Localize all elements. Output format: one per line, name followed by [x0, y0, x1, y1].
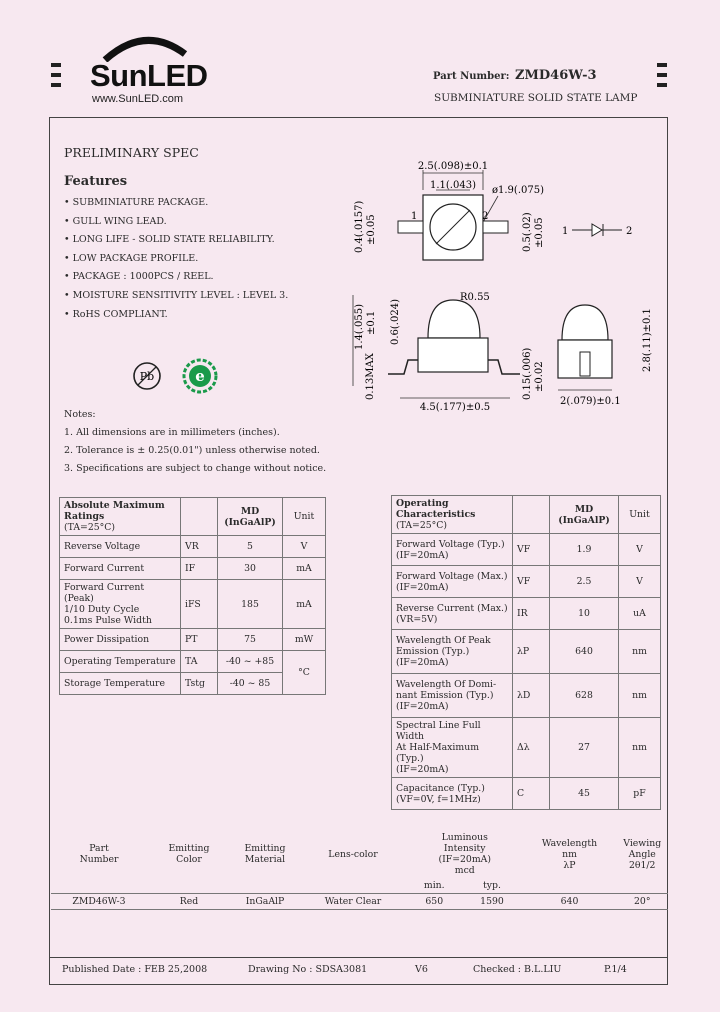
cell: mW — [283, 629, 326, 651]
dim-side-w: 2(.079)±0.1 — [560, 396, 621, 407]
table-row — [392, 674, 661, 718]
cell: V — [283, 536, 326, 558]
footer-drawing: Drawing No : SDSA3081 — [248, 964, 368, 975]
dim-left: 0.4(.0157) — [354, 200, 365, 253]
cell: Forward Voltage (Typ.) (IF=20mA) — [392, 534, 513, 566]
header-angle: Viewing Angle 2θ1/2 — [623, 837, 662, 871]
cell: -40 ~ 85 — [218, 673, 283, 695]
table-row — [60, 536, 326, 558]
dim-left-tol: ±0.05 — [366, 214, 377, 245]
cell: -40 ~ +85 — [218, 651, 283, 673]
pin1-label: 1 — [411, 211, 418, 222]
cell: λP — [513, 630, 550, 674]
cell: VF — [513, 566, 550, 598]
cell: nm — [619, 718, 661, 778]
cell: 2.5 — [550, 566, 619, 598]
cell: Red — [179, 896, 199, 907]
dim-inner: 1.1(.043) — [430, 180, 476, 191]
table-row — [392, 778, 661, 810]
abs-max-title: Absolute Maximum Ratings — [64, 500, 165, 522]
table-row — [60, 629, 326, 651]
cell: InGaAlP — [245, 896, 285, 907]
abs-max-md-sub: (InGaAlP) — [224, 516, 276, 528]
cell: Forward Current (Peak) 1/10 Duty Cycle 0.1ms Pulse Width — [60, 580, 181, 629]
cell: nm — [619, 630, 661, 674]
pb-free-icon — [132, 361, 162, 391]
cell: 20° — [634, 896, 651, 907]
footer-checked: Checked : B.L.LIU — [473, 964, 562, 975]
cell: λD — [513, 674, 550, 718]
cell: °C — [283, 651, 326, 695]
cell: nm — [619, 674, 661, 718]
cell: Forward Voltage (Max.) (IF=20mA) — [392, 566, 513, 598]
dim-top: 2.5(.098)±0.1 — [417, 161, 489, 172]
op-char-unit-header: Unit — [619, 496, 661, 534]
cell: 75 — [218, 629, 283, 651]
cell: uA — [619, 598, 661, 630]
table-row — [392, 630, 661, 674]
cell: 640 — [560, 896, 579, 907]
cell: Wavelength Of Domi- nant Emission (Typ.) (IF=20mA) — [392, 674, 513, 718]
cell: Tstg — [181, 673, 218, 695]
cell: 27 — [550, 718, 619, 778]
pin2-label: 2 — [482, 211, 489, 222]
cell: ZMD46W-3 — [72, 896, 126, 907]
cell: 640 — [550, 630, 619, 674]
header-part: Part Number — [79, 843, 119, 865]
note-item: 3. Specifications are subject to change without notice. — [64, 463, 327, 474]
brand-logo: SunLED — [90, 58, 208, 93]
right-bars — [657, 63, 667, 93]
header-material: Emitting Material — [244, 843, 286, 865]
package-drawing — [340, 150, 665, 420]
table-row — [60, 651, 326, 673]
footer-published: Published Date : FEB 25,2008 — [62, 964, 208, 975]
table-row — [51, 894, 668, 910]
header-lens: Lens-color — [328, 848, 378, 860]
cell: Δλ — [513, 718, 550, 778]
abs-max-md: MD — [240, 505, 260, 517]
diode-pin2: 2 — [626, 226, 633, 237]
op-char-cond: (TA=25°C) — [396, 520, 448, 531]
left-bars — [51, 63, 61, 93]
spec-title: PRELIMINARY SPEC — [64, 145, 199, 160]
dim-lead: 0.15(.006) — [522, 347, 533, 400]
e-label: e — [195, 367, 205, 385]
table-row — [392, 718, 661, 778]
dim-right: 0.5(.02) — [522, 212, 533, 252]
cell: Operating Temperature — [60, 651, 181, 673]
list-item: • RoHS COMPLIANT. — [64, 306, 288, 325]
cell: 1590 — [480, 896, 504, 907]
cell: Spectral Line Full Width At Half-Maximum (Typ.) (IF=20mA) — [392, 718, 513, 778]
cell: 1.9 — [550, 534, 619, 566]
cell: Capacitance (Typ.) (VF=0V, f=1MHz) — [392, 778, 513, 810]
table-row — [60, 580, 326, 629]
header-color: Emitting Color — [168, 843, 210, 865]
cell: C — [513, 778, 550, 810]
dim-height: 1.4(.055) — [354, 304, 365, 350]
header-min: min. — [423, 880, 445, 891]
footer-divider — [49, 957, 668, 958]
cell: 30 — [218, 558, 283, 580]
header-intensity: Luminous Intensity (IF=20mA) mcd — [438, 832, 491, 876]
cell: 628 — [550, 674, 619, 718]
cell: Forward Current — [60, 558, 181, 580]
dim-right-tol: ±0.05 — [534, 217, 545, 248]
table-row — [392, 566, 661, 598]
list-item: • SUBMINIATURE PACKAGE. — [64, 194, 288, 213]
cell: 10 — [550, 598, 619, 630]
brand-url[interactable]: www.SunLED.com — [92, 93, 184, 105]
header-wavelength: Wavelength nm λP — [541, 837, 598, 871]
page-subtitle: SUBMINIATURE SOLID STATE LAMP — [434, 92, 638, 104]
op-char-md-sub: (InGaAlP) — [558, 514, 610, 526]
cell: V — [619, 566, 661, 598]
abs-max-cond: (TA=25°C) — [64, 522, 116, 533]
selection-table — [51, 830, 668, 910]
dim-radius: R0.55 — [460, 292, 490, 303]
cell: IF — [181, 558, 218, 580]
cell: mA — [283, 558, 326, 580]
footer-version: V6 — [415, 964, 428, 975]
cell: Wavelength Of Peak Emission (Typ.) (IF=20mA) — [392, 630, 513, 674]
dim-lead-tol: ±0.02 — [534, 361, 545, 392]
list-item: • LOW PACKAGE PROFILE. — [64, 250, 288, 269]
footer-page: P.1/4 — [604, 964, 627, 975]
cell: VR — [181, 536, 218, 558]
features-title: Features — [64, 174, 128, 189]
list-item: • MOISTURE SENSITIVITY LEVEL : LEVEL 3. — [64, 287, 288, 306]
cell: Reverse Voltage — [60, 536, 181, 558]
op-char-md: MD — [574, 503, 594, 515]
dim-diameter: ø1.9(.075) — [492, 185, 544, 196]
cell: VF — [513, 534, 550, 566]
dim-width: 4.5(.177)±0.5 — [419, 402, 491, 413]
cell: iFS — [181, 580, 218, 629]
cell: TA — [181, 651, 218, 673]
table-row — [392, 534, 661, 566]
cell: pF — [619, 778, 661, 810]
cell: 5 — [218, 536, 283, 558]
dim-dome: 0.6(.024) — [390, 299, 401, 345]
list-item: • GULL WING LEAD. — [64, 213, 288, 232]
cell: 45 — [550, 778, 619, 810]
cell: 185 — [218, 580, 283, 629]
abs-max-table — [59, 497, 326, 695]
op-char-table — [391, 495, 661, 810]
list-item: • PACKAGE : 1000PCS / REEL. — [64, 268, 288, 287]
cell: Storage Temperature — [60, 673, 181, 695]
cell: Water Clear — [324, 896, 382, 907]
dim-height-tol: ±0.1 — [366, 310, 377, 335]
diode-pin1: 1 — [562, 226, 569, 237]
cell: IR — [513, 598, 550, 630]
header-typ: typ. — [483, 880, 501, 891]
note-item: 1. All dimensions are in millimeters (inches). — [64, 427, 280, 438]
table-row — [392, 598, 661, 630]
part-number-label: Part Number: — [433, 71, 510, 82]
dim-max: 0.13MAX — [365, 353, 376, 400]
cell: PT — [181, 629, 218, 651]
notes — [64, 406, 326, 478]
pb-label: Pb — [139, 370, 155, 383]
cell: 650 — [425, 896, 444, 907]
note-item: 2. Tolerance is ± 0.25(0.01") unless otherwise noted. — [64, 445, 320, 456]
part-number: ZMD46W-3 — [515, 68, 597, 83]
cell: mA — [283, 580, 326, 629]
rohs-e-icon — [182, 358, 218, 394]
table-row — [60, 558, 326, 580]
list-item: • LONG LIFE - SOLID STATE RELIABILITY. — [64, 231, 288, 250]
abs-max-unit-header: Unit — [283, 498, 326, 536]
cell: Reverse Current (Max.) (VR=5V) — [392, 598, 513, 630]
features-list — [64, 194, 288, 324]
cell: V — [619, 534, 661, 566]
op-char-title: Operating Characteristics — [396, 498, 476, 520]
cell: Power Dissipation — [60, 629, 181, 651]
dim-side-h: 2.8(.11)±0.1 — [642, 308, 653, 372]
notes-title: Notes: — [64, 409, 96, 420]
